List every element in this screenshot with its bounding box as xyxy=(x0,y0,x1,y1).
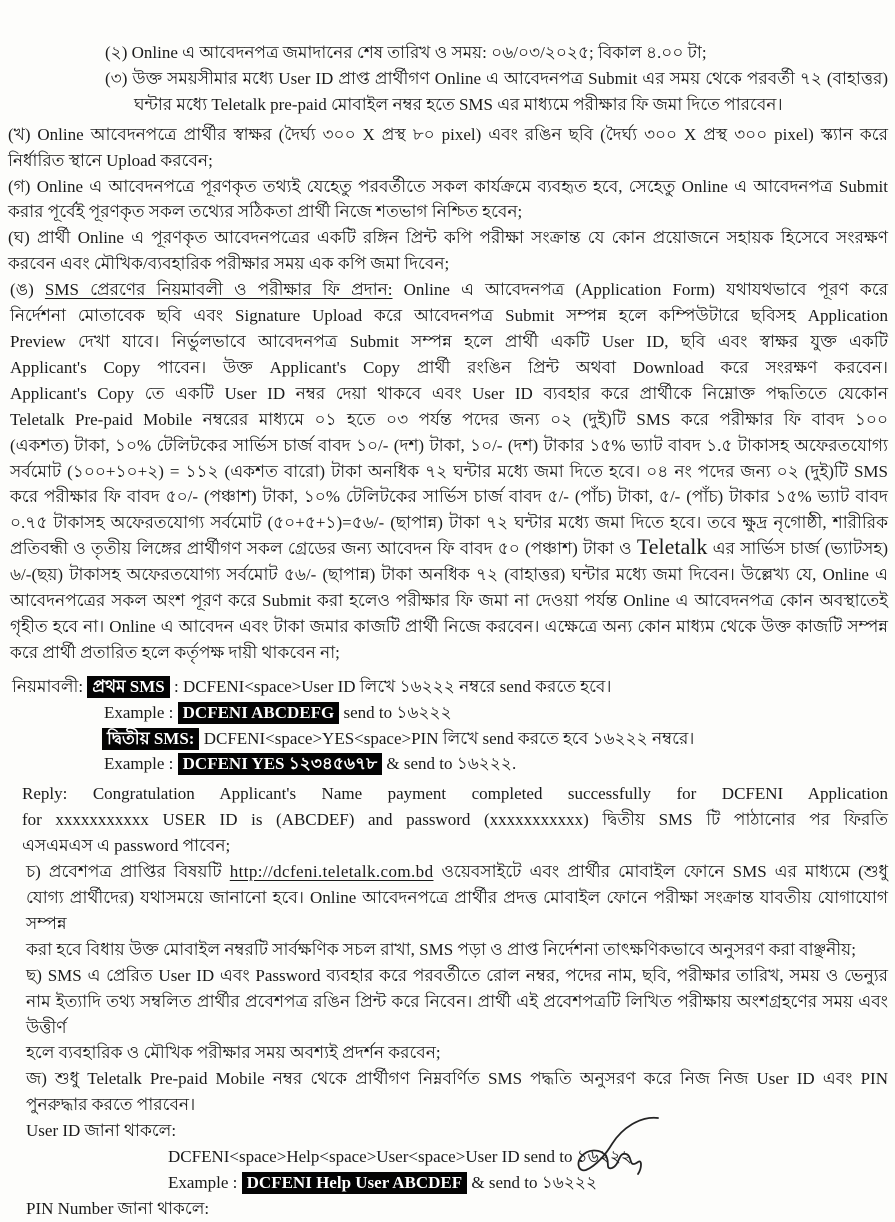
text-segment: চ) প্রবেশপত্র প্রাপ্তির বিষয়টি xyxy=(26,862,230,882)
highlighted-sms-code: দ্বিতীয় SMS: xyxy=(102,728,199,750)
text-segment: নিয়মাবলী: xyxy=(12,676,88,696)
text-segment: DCFENI<space>YES<space>PIN লিখে send করতে হবে ১৬২২২ নম্বরে। xyxy=(199,728,695,748)
text-line-37 xyxy=(26,1040,888,1066)
text-segment: for xxxxxxxxxxx USER ID is (ABCDEF) and password (xxxxxxxxxxx) দ্বিতীয় SMS টি পাঠানোর পর ফিরতি xyxy=(22,810,888,830)
text-line-26 xyxy=(104,700,888,726)
text-segment: ৬/-(ছয়) টাকাসহ অফেরতযোগ্য সর্বমোট ৫৬/- (ছাপান্ন) টাকা অনধিক ৭২ (বাহাত্তর) ঘন্টার মধ্যে জমা দিবেন। উল্লেখ্য যে, Online এ xyxy=(10,565,888,585)
text-line-5 xyxy=(8,148,888,174)
text-line-36 xyxy=(26,989,888,1041)
text-segment: Example : xyxy=(104,754,178,774)
text-line-3 xyxy=(134,92,888,118)
document-page xyxy=(8,40,888,1222)
highlighted-sms-code: DCFENI Help User ABCDEF xyxy=(242,1172,468,1194)
text-line-29 xyxy=(22,781,888,807)
text-line-21 xyxy=(10,562,888,588)
text-line-10 xyxy=(10,277,888,303)
text-segment: আবেদনপত্রের সকল অংশ পূরণ করে Submit করা হলেও পরীক্ষার ফি জমা না দেওয়া পর্যন্ত Online এ আবেদনপত্র কোন অবস্থাতেই xyxy=(10,591,888,611)
text-line-17 xyxy=(10,459,888,485)
signature-mark xyxy=(572,1112,682,1202)
text-line-22 xyxy=(10,588,888,614)
text-segment: পুনরুদ্ধার করতে পারবেন। xyxy=(26,1095,196,1115)
text-segment: (৩) উক্ত সময়সীমার মধ্যে User ID প্রাপ্ত প্রার্থীগণ Online এ আবেদনপত্র Submit এর সময় থেকে পরবর্তী ৭২ (বাহাত্তর) xyxy=(105,68,888,88)
text-segment: DCFENI<space>Help<space>User<space>User ID send to ১৬২২২ xyxy=(168,1147,632,1167)
text-segment: এর সার্ভিস চার্জ (ভ্যাটসহ) xyxy=(707,539,889,559)
underlined-heading: SMS প্রেরণের নিয়মাবলী ও পরীক্ষার ফি প্রদান: xyxy=(44,280,393,300)
text-line-9 xyxy=(8,251,888,277)
text-line-18 xyxy=(10,484,888,510)
text-line-39 xyxy=(26,1092,888,1118)
text-segment: নির্ধারিত স্থানে Upload করবেন; xyxy=(8,150,213,170)
text-line-35 xyxy=(26,963,888,989)
text-segment: Applicant's Copy পাবেন। উক্ত Applicant's Copy প্রার্থী রংঙিন প্রিন্ট অথবা Download করে সংরক্ষণ করবেন। xyxy=(10,357,888,377)
text-segment: & send to ১৬২২২. xyxy=(382,754,517,774)
text-line-33 xyxy=(26,885,888,937)
text-line-27 xyxy=(102,726,888,752)
text-line-14 xyxy=(10,381,888,407)
text-segment: (ঘ) প্রার্থী Online এ পূরণকৃত আবেদনপত্রের একটি রঙ্গিন প্রিন্ট কপি পরীক্ষা সংক্রান্ত যে কোন প্রয়োজনে সহায়ক হিসেবে সংরক্ষণ xyxy=(8,228,888,248)
text-segment: করা হবে বিধায় উক্ত মোবাইল নম্বরটি সার্বক্ষণিক সচল রাখা, SMS পড়া ও প্রাপ্ত নির্দেশনা তাৎক্ষণিকভাবে অনুসরণ করা বাঞ্ছনীয়; xyxy=(26,939,856,959)
text-line-19 xyxy=(10,510,888,536)
text-segment: ছ) SMS এ প্রেরিত User ID এবং Password ব্যবহার করে পরবর্তীতে রোল নম্বর, পদের নাম, ছবি, পরীক্ষার তারিখ, সময় ও ভেন্যুর xyxy=(26,965,888,985)
text-segment: send to ১৬২২২ xyxy=(339,702,452,722)
text-line-2 xyxy=(105,66,888,92)
text-segment: (ঙ) xyxy=(10,280,45,300)
text-line-4 xyxy=(8,122,888,148)
text-segment: সর্বমোট (১০০+১০+২) = ১১২ (একশত বারো) টাকা অনধিক ৭২ ঘন্টার মধ্যে জমা দিতে হবে। ০৪ নং পদের জন্য ০২ (দুই)টি SMS xyxy=(10,461,888,481)
text-segment: (একশত) টাকা, ১০% টেলিটকের সার্ভিস চার্জ বাবদ ১০/- (দশ) টাকা, ১০/- (দশ) টাকার ১৫% ভ্যাট বাবদ ১.৫ টাকাসহ অফেরতযোগ্য xyxy=(10,435,888,455)
text-segment: ঘন্টার মধ্যে Teletalk pre-paid মোবাইল নম্বর হতে SMS এর মাধ্যমে পরীক্ষার ফি জমা দিতে পারবেন। xyxy=(134,94,783,114)
text-segment: ০.৭৫ টাকাসহ অফেরতযোগ্য সর্বমোট (৫০+৫+১)=৫৬/- (ছাপান্ন) টাকা ৭২ ঘন্টার মধ্যে জমা দিতে হবে। তবে ক্ষুদ্র নৃগোষ্ঠী, শারীরিক xyxy=(10,513,888,533)
text-line-28 xyxy=(104,751,888,777)
text-line-11 xyxy=(10,303,888,329)
website-link[interactable]: http://dcfeni.teletalk.com.bd xyxy=(229,862,434,882)
text-line-23 xyxy=(10,614,888,640)
text-line-24 xyxy=(10,640,888,666)
text-line-13 xyxy=(10,355,888,381)
signature-squiggle-icon xyxy=(572,1112,682,1197)
text-line-15 xyxy=(10,407,888,433)
text-segment: Example : xyxy=(104,702,178,722)
text-segment: Example : xyxy=(168,1172,242,1192)
text-segment: Preview দেখা যাবে। নির্ভুলভাবে আবেদনপত্র Submit সম্পন্ন হলে প্রার্থী একটি User ID, ছবি এবং স্বাক্ষর যুক্ত একটি xyxy=(10,331,888,351)
text-line-25 xyxy=(12,674,888,700)
highlighted-sms-code: প্রথম SMS xyxy=(87,676,169,698)
text-segment: ওয়েবসাইটে এবং প্রার্থীর মোবাইল ফোনে SMS এর মাধ্যমে (শুধু xyxy=(433,862,888,882)
text-segment: PIN Number জানা থাকলে: xyxy=(26,1198,210,1218)
text-line-7 xyxy=(8,199,888,225)
text-segment: করে পরীক্ষার ফি বাবদ ৫০/- (পঞ্চাশ) টাকা, ১০% টেলিটকের সার্ভিস চার্জ বাবদ ৫/- (পাঁচ) টাকা, ৫/- (পাঁচ) টাকার ১৫% ভ্যাট বাবদ xyxy=(10,487,888,507)
text-segment: নাম ইত্যাদি তথ্য সম্বলিত প্রার্থীর প্রবেশপত্র রঙিন প্রিন্ট করে নিবেন। প্রার্থী এই প্রবেশপত্রটি লিখিত পরীক্ষায় অংশগ্রহণের সময় এবং উত্তীর্ণ xyxy=(26,991,888,1037)
text-line-38 xyxy=(26,1066,888,1092)
text-segment: Applicant's Copy তে একটি User ID নম্বর দেয়া থাকবে এবং User ID ব্যবহার করে প্রার্থীকে নিম্নোক্ত পদ্ধতিতে যেকোন xyxy=(10,383,888,403)
highlighted-sms-code: DCFENI ABCDEFG xyxy=(178,702,340,724)
text-line-31 xyxy=(22,833,888,859)
text-line-32 xyxy=(26,859,888,885)
text-segment: & send to ১৬২২২ xyxy=(467,1172,598,1192)
text-line-43 xyxy=(26,1196,888,1222)
text-segment: (গ) Online এ আবেদনপত্রে পূরণকৃত তথ্যই যেহেতু পরবর্তীতে সকল কার্যক্রমে ব্যবহৃত হবে, সেহেতু Online এ আবেদনপত্র Submit xyxy=(8,176,888,196)
text-segment: User ID জানা থাকলে: xyxy=(26,1121,177,1141)
highlighted-sms-code: DCFENI YES ১২৩৪৫৬৭৮ xyxy=(178,753,382,775)
emphasized-text: Teletalk xyxy=(636,534,708,560)
text-line-1 xyxy=(105,40,888,66)
text-segment: Online এ আবেদনপত্র (Application Form) যথাযথভাবে পূরণ করে xyxy=(392,280,888,300)
text-line-30 xyxy=(22,807,888,833)
text-segment: এসএমএস এ password পাবেন; xyxy=(22,836,231,856)
text-segment: যোগ্য প্রার্থীদের) যথাসময়ে জানানো হবে। Online আবেদনপত্রে প্রার্থীর প্রদত্ত মোবাইল ফোনে পরীক্ষা সংক্রান্ত যাবতীয় যোগাযোগ সম্পন্ন xyxy=(26,888,888,933)
text-segment: করবেন এবং মৌখিক/ব্যবহারিক পরীক্ষার সময় এক কপি জমা দিবেন; xyxy=(8,254,450,274)
text-segment: (২) Online এ আবেদনপত্র জমাদানের শেষ তারিখ ও সময়: ০৬/০৩/২০২৫; বিকাল ৪.০০ টা; xyxy=(105,43,707,62)
text-line-6 xyxy=(8,174,888,200)
text-segment: করে প্রার্থী প্রতারিত হলে কর্তৃপক্ষ দায়ী থাকবেন না; xyxy=(10,642,340,662)
text-segment: প্রতিবন্ধী ও তৃতীয় লিঙ্গের প্রার্থীগণ সকল গ্রেডের জন্য আবেদন ফি বাবদ ৫০ (পঞ্চাশ) টাকা ও xyxy=(10,539,637,559)
text-segment: গৃহীত হবে না। Online এ আবেদন এবং টাকা জমার কাজটি প্রার্থী নিজে করবেন। এক্ষেত্রে অন্য কোন মাধ্যম থেকে উক্ত কাজটি সম্পন্ন xyxy=(10,616,888,636)
text-line-41 xyxy=(168,1144,888,1170)
text-segment: হলে ব্যবহারিক ও মৌখিক পরীক্ষার সময় অবশ্যই প্রদর্শন করবেন; xyxy=(26,1043,441,1063)
text-segment: : DCFENI<space>User ID লিখে ১৬২২২ নম্বরে send করতে হবে। xyxy=(169,676,612,696)
text-segment: (খ) Online আবেদনপত্রে প্রার্থীর স্বাক্ষর (দৈর্ঘ্য ৩০০ X প্রস্থ ৮০ pixel) এবং রঙিন ছবি (দৈর্ঘ্য ৩০০ X প্রস্থ ৩০০ pixel) স্ক্যান করে xyxy=(8,124,888,144)
text-segment: করার পূর্বেই পূরণকৃত সকল তথ্যের সঠিকতা প্রার্থী নিজে শতভাগ নিশ্চিত হবেন; xyxy=(8,202,523,222)
text-line-16 xyxy=(10,433,888,459)
text-segment: নির্দেশনা মোতাবেক ছবি এবং Signature Upload করে আবেদনপত্র Submit সম্পন্ন হলে কম্পিউটারে ছবিসহ Application xyxy=(10,306,888,326)
text-line-34 xyxy=(26,937,888,963)
text-line-42 xyxy=(168,1170,888,1196)
text-line-20 xyxy=(10,536,888,562)
text-line-12 xyxy=(10,329,888,355)
text-segment: Reply: Congratulation Applicant's Name payment completed successfully for DCFENI Application xyxy=(22,784,888,804)
text-line-8 xyxy=(8,225,888,251)
text-line-40 xyxy=(26,1118,888,1144)
text-segment: জ) শুধু Teletalk Pre-paid Mobile নম্বর থেকে প্রার্থীগণ নিম্নবর্ণিত SMS পদ্ধতি অনুসরণ করে নিজ নিজ User ID এবং PIN xyxy=(26,1069,888,1089)
text-segment: Teletalk Pre-paid Mobile নম্বরের মাধ্যমে ০১ হতে ০৩ পর্যন্ত পদের জন্য ০২ (দুই)টি SMS করে পরীক্ষার ফি বাবদ ১০০ xyxy=(10,409,888,429)
